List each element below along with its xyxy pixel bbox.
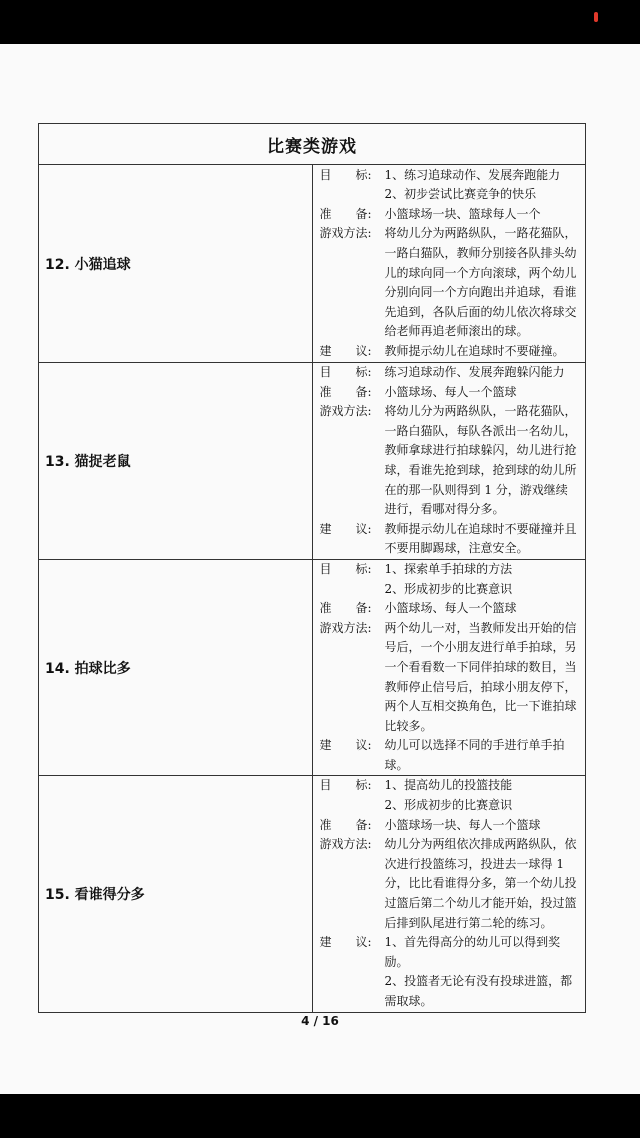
advice-text: 幼儿可以选择不同的手进行单手拍球。 bbox=[384, 738, 565, 772]
recording-indicator-icon bbox=[594, 12, 598, 22]
goal-text: 1、探索单手拍球的方法 bbox=[384, 561, 513, 576]
advice-label: 建 议: bbox=[319, 343, 372, 358]
goal-label: 目 标: bbox=[319, 365, 372, 379]
game-details bbox=[312, 776, 586, 1012]
advice-text: 1、首先得高分的幼儿可以得到奖励。 bbox=[384, 935, 561, 969]
table-row bbox=[39, 776, 586, 1012]
prep-label: 准 备: bbox=[319, 601, 372, 616]
goal-label: 目 标: bbox=[319, 167, 372, 182]
game-name: 14. 拍球比多 bbox=[39, 559, 313, 776]
method-text: 幼儿分为两组依次排成两路纵队，依次进行投篮练习，投进去一球得 1 分，比比看谁得分多，第一个幼儿投过篮后第二个幼儿才能开始，投过篮后排到队尾进行第二轮的练习。 bbox=[384, 837, 577, 930]
game-details bbox=[312, 165, 586, 363]
game-name: 12. 小猫追球 bbox=[39, 165, 313, 363]
prep-label: 准 备: bbox=[319, 206, 372, 221]
goal-text: 练习追球动作、发展奔跑躲闪能力 bbox=[384, 365, 565, 379]
game-details bbox=[312, 559, 586, 776]
table-row bbox=[39, 165, 586, 363]
goal-text: 2、形成初步的比赛意识 bbox=[384, 581, 513, 596]
games-table bbox=[38, 123, 586, 1013]
advice-label: 建 议: bbox=[319, 935, 372, 950]
goal-label: 目 标: bbox=[319, 778, 372, 793]
table-row bbox=[39, 559, 586, 776]
method-label: 游戏方法: bbox=[319, 226, 372, 241]
prep-label: 准 备: bbox=[319, 384, 372, 399]
prep-text: 小篮球场、每人一个篮球 bbox=[384, 384, 517, 399]
section-title: 比赛类游戏 bbox=[39, 124, 586, 165]
advice-label: 建 议: bbox=[319, 738, 372, 753]
prep-text: 小篮球场一块、篮球每人一个 bbox=[384, 206, 541, 221]
method-label: 游戏方法: bbox=[319, 404, 372, 419]
advice-label: 建 议: bbox=[319, 521, 372, 536]
goal-text: 1、练习追球动作、发展奔跑能力 bbox=[384, 167, 561, 182]
prep-text: 小篮球场、每人一个篮球 bbox=[384, 601, 517, 616]
advice-text: 教师提示幼儿在追球时不要碰撞。 bbox=[384, 343, 565, 358]
viewer-bottom-bar bbox=[0, 1094, 640, 1138]
document-page[interactable] bbox=[0, 44, 640, 1094]
game-details bbox=[312, 363, 586, 560]
viewer-top-bar bbox=[0, 0, 640, 44]
table-row bbox=[39, 363, 586, 560]
advice-text: 教师提示幼儿在追球时不要碰撞并且不要用脚踢球，注意安全。 bbox=[384, 521, 577, 556]
goal-text: 2、形成初步的比赛意识 bbox=[384, 798, 513, 813]
advice-text: 2、投篮者无论有没有投球进篮，都需取球。 bbox=[384, 974, 573, 1008]
goal-text: 2、初步尝试比赛竞争的快乐 bbox=[384, 187, 537, 202]
page-number: 4 / 16 bbox=[301, 1014, 339, 1028]
method-text: 将幼儿分为两路纵队，一路花猫队，一路白猫队，教师分别接各队排头幼儿的球向同一个方向滚球，两个幼儿分别向同一个方向跑出并追球，看谁先追到，各队后面的幼儿依次将球交给老师再追老师滚出的球。 bbox=[384, 226, 577, 339]
goal-label: 目 标: bbox=[319, 561, 372, 576]
prep-text: 小篮球场一块、每人一个篮球 bbox=[384, 817, 541, 832]
method-label: 游戏方法: bbox=[319, 620, 372, 635]
goal-text: 1、提高幼儿的投篮技能 bbox=[384, 778, 513, 793]
method-text: 将幼儿分为两路纵队，一路花猫队，一路白猫队，每队各派出一名幼儿，教师拿球进行拍球躲闪，幼儿进行抢球，看谁先抢到球，抢到球的幼儿所在的那一队则得到 1 分，游戏继续进行，看哪对得分多。 bbox=[384, 404, 577, 517]
method-label: 游戏方法: bbox=[319, 837, 372, 852]
method-text: 两个幼儿一对，当教师发出开始的信号后，一个小朋友进行单手拍球，另一个看看数一下同伴拍球的数目，当教师停止信号后，拍球小朋友停下，两个人互相交换角色，比一下谁拍球比较多。 bbox=[384, 620, 577, 733]
prep-label: 准 备: bbox=[319, 817, 372, 832]
game-name: 15. 看谁得分多 bbox=[39, 776, 313, 1012]
game-name: 13. 猫捉老鼠 bbox=[39, 363, 313, 560]
